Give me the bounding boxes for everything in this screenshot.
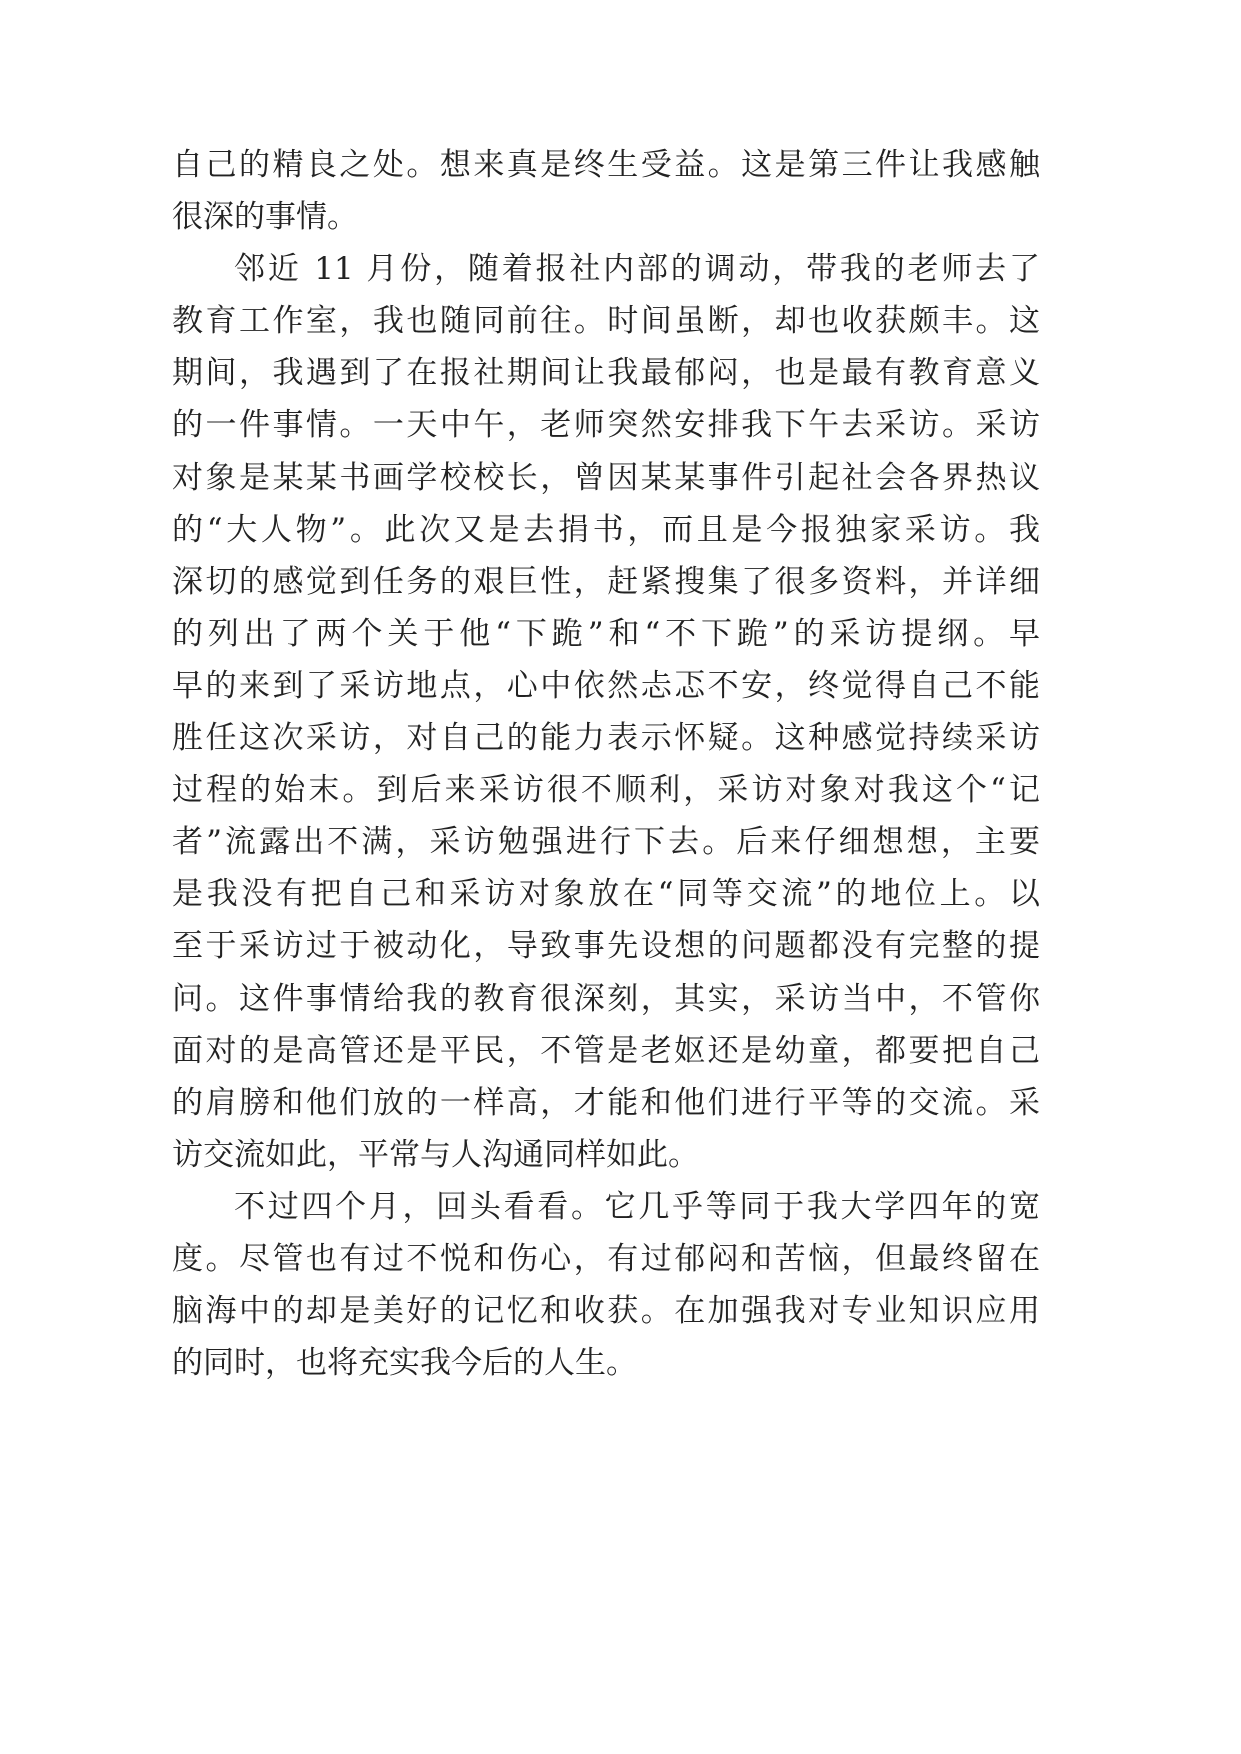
- paragraph: [172, 139, 1040, 243]
- text-line: 访交流如此，平常与人沟通同样如此。: [172, 1136, 699, 1173]
- text-line: 者”流露出不满，采访勉强进行下去。后来仔细想想，主要: [172, 824, 1040, 861]
- text-line: 过程的始末。到后来采访很不顺利，采访对象对我这个“记: [172, 772, 1040, 809]
- body-text: [172, 139, 1040, 1389]
- text-line: 脑海中的却是美好的记忆和收获。在加强我对专业知识应用: [172, 1293, 1040, 1330]
- text-line: 很深的事情。: [172, 199, 358, 236]
- text-line: 是我没有把自己和采访对象放在“同等交流”的地位上。以: [172, 876, 1040, 913]
- text-line: 问。这件事情给我的教育很深刻，其实，采访当中，不管你: [172, 980, 1040, 1017]
- text-line: 的同时，也将充实我今后的人生。: [172, 1345, 637, 1382]
- text-line: 至于采访过于被动化，导致事先设想的问题都没有完整的提: [172, 928, 1040, 965]
- text-line: 度。尽管也有过不悦和伤心，有过郁闷和苦恼，但最终留在: [172, 1240, 1040, 1277]
- text-line: 早的来到了采访地点，心中依然忐忑不安，终觉得自己不能: [172, 667, 1040, 704]
- paragraph: [172, 243, 1040, 1181]
- text-line: 的“大人物”。此次又是去捐书，而且是今报独家采访。我: [172, 511, 1040, 548]
- text-line: 的一件事情。一天中午，老师突然安排我下午去采访。采访: [172, 407, 1040, 444]
- text-line: 深切的感觉到任务的艰巨性，赶紧搜集了很多资料，并详细: [172, 563, 1040, 600]
- text-line: 的肩膀和他们放的一样高，才能和他们进行平等的交流。采: [172, 1084, 1040, 1121]
- text-line: 期间，我遇到了在报社期间让我最郁闷，也是最有教育意义: [172, 355, 1040, 392]
- text-line: 面对的是高管还是平民，不管是老妪还是幼童，都要把自己: [172, 1032, 1040, 1069]
- text-line: 对象是某某书画学校校长，曾因某某事件引起社会各界热议: [172, 459, 1040, 496]
- paragraph: [172, 1181, 1040, 1389]
- text-line: 邻近 11 月份，随着报社内部的调动，带我的老师去了: [234, 251, 1040, 288]
- text-line: 不过四个月，回头看看。它几乎等同于我大学四年的宽: [234, 1188, 1040, 1225]
- text-line: 自己的精良之处。想来真是终生受益。这是第三件让我感触: [172, 147, 1040, 183]
- text-line: 教育工作室，我也随同前往。时间虽断，却也收获颇丰。这: [172, 303, 1040, 340]
- text-line: 胜任这次采访，对自己的能力表示怀疑。这种感觉持续采访: [172, 720, 1040, 757]
- text-line: 的列出了两个关于他“下跪”和“不下跪”的采访提纲。早: [172, 615, 1040, 652]
